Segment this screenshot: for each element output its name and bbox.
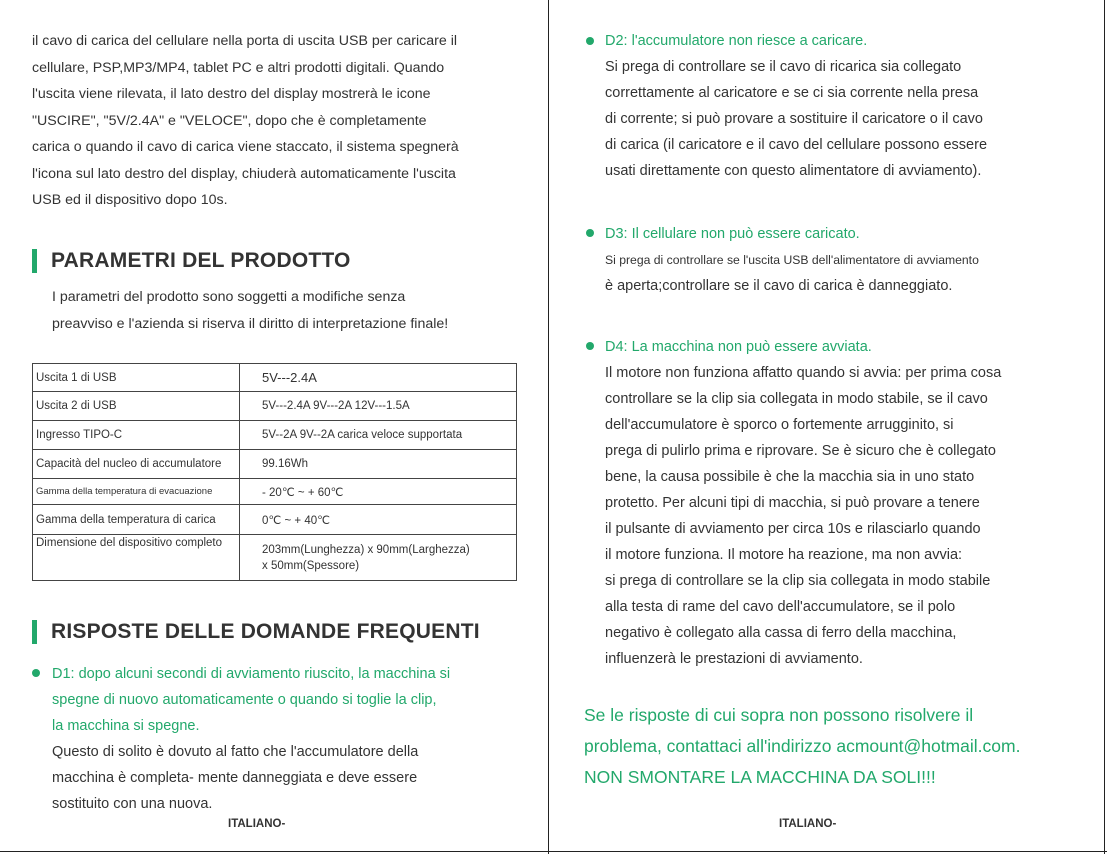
answer-line: di carica (il caricatore e il cavo del cellulare possono essere — [605, 137, 988, 153]
closing-line: problema, contattaci all'indirizzo acmount@hotmail.com. — [584, 736, 1021, 756]
param-value: 5V--2A 9V--2A carica veloce supportata — [240, 421, 517, 450]
param-label: Ingresso TIPO-C — [33, 421, 240, 450]
param-label: Dimensione del dispositivo completo — [33, 535, 240, 581]
answer-line: sostituito con una nuova. — [52, 796, 213, 812]
intro-line: carica o quando il cavo di carica viene staccato, il sistema spegnerà — [32, 139, 459, 155]
answer-line: usati direttamente con questo alimentatore di avviamento). — [605, 163, 982, 179]
param-label: Gamma della temperatura di carica — [33, 505, 240, 535]
params-heading: PARAMETRI DEL PRODOTTO — [32, 249, 351, 273]
notice-line: preavviso e l'azienda si riserva il diritto di interpretazione finale! — [52, 315, 449, 332]
param-value: 0℃ ~ + 40℃ — [240, 505, 517, 535]
intro-line: l'icona sul lato destro del display, chiuderà automaticamente l'uscita — [32, 165, 456, 182]
question-line: spegne di nuovo automaticamente o quando si toglie la clip, — [52, 692, 437, 708]
faq-d4-question: D4: La macchina non può essere avviata. — [605, 339, 872, 355]
param-label: Uscita 2 di USB — [33, 392, 240, 421]
question-line: D1: dopo alcuni secondi di avviamento riuscito, la macchina si — [52, 666, 451, 682]
intro-paragraph — [32, 28, 512, 214]
answer-line: correttamente al caricatore e se ci sia corrente nella presa — [605, 85, 979, 101]
table-row — [33, 479, 517, 505]
param-value: 5V---2.4A 9V---2A 12V---1.5A — [240, 392, 517, 421]
answer-line: è aperta;controllare se il cavo di carica è danneggiato. — [605, 278, 953, 294]
question-line: la macchina si spegne. — [52, 718, 200, 734]
answer-line: negativo è collegato alla cassa di ferro della macchina, — [605, 625, 957, 641]
param-label: Uscita 1 di USB — [33, 364, 240, 392]
param-value: 99.16Wh — [240, 450, 517, 479]
answer-line: Si prega di controllare se il cavo di ricarica sia collegato — [605, 59, 962, 75]
right-page — [549, 0, 1107, 854]
answer-line: Il motore non funziona affatto quando si avvia: per prima cosa — [605, 365, 1002, 381]
bullet-icon — [586, 229, 594, 237]
intro-line: il cavo di carica del cellulare nella porta di uscita USB per caricare il — [32, 33, 458, 49]
closing-message — [584, 700, 1094, 793]
param-value-cell — [240, 535, 517, 581]
faq-d3-answer — [605, 247, 979, 299]
table-row — [33, 450, 517, 479]
answer-line: Questo di solito è dovuto al fatto che l'accumulatore della — [52, 744, 419, 760]
answer-line: bene, la causa possibile è che la macchia sia in uno stato — [605, 469, 975, 485]
faq-d4-answer — [605, 360, 1001, 672]
answer-line: macchina è completa- mente danneggiata e deve essere — [52, 770, 418, 786]
faq-heading: RISPOSTE DELLE DOMANDE FREQUENTI — [32, 620, 480, 644]
param-value: - 20℃ ~ + 60℃ — [240, 479, 517, 505]
answer-line: influenzerà le prestazioni di avviamento. — [605, 651, 863, 667]
params-table — [32, 363, 517, 581]
intro-line: cellulare, PSP,MP3/MP4, tablet PC e altri prodotti digitali. Quando — [32, 59, 445, 76]
answer-line: di corrente; si può provare a sostituire il caricatore o il cavo — [605, 111, 983, 127]
table-row — [33, 364, 517, 392]
notice-line: I parametri del prodotto sono soggetti a modifiche senza — [52, 289, 406, 305]
answer-line: prega di pulirlo prima e riprovare. Se è sicuro che è collegato — [605, 443, 996, 459]
param-value: 203mm(Lunghezza) x 90mm(Larghezza) — [262, 543, 470, 556]
faq-d3-question: D3: Il cellulare non può essere caricato. — [605, 226, 860, 242]
answer-line: il pulsante di avviamento per circa 10s e rilasciarlo quando — [605, 521, 981, 537]
bullet-icon — [32, 669, 40, 677]
intro-line: USB ed il dispositivo dopo 10s. — [32, 192, 228, 208]
page-footer: ITALIANO- — [228, 818, 286, 830]
param-value: x 50mm(Spessore) — [262, 559, 360, 572]
answer-line: dell'accumulatore è sporco o fortemente arrugginito, si — [605, 417, 954, 433]
intro-line: "USCIRE", "5V/2.4A" e "VELOCE", dopo che è completamente — [32, 112, 427, 129]
answer-line: controllare se la clip sia collegata in modo stabile, se il cavo — [605, 391, 988, 407]
param-value: 5V---2.4A — [240, 364, 517, 392]
page-footer: ITALIANO- — [779, 818, 837, 830]
bullet-icon — [586, 342, 594, 350]
faq-d2-question: D2: l'accumulatore non riesce a caricare. — [605, 33, 868, 49]
answer-line: il motore funziona. Il motore ha reazione, ma non avvia: — [605, 547, 963, 563]
left-page — [0, 0, 548, 854]
answer-line: si prega di controllare se la clip sia collegata in modo stabile — [605, 573, 991, 589]
faq-d1-answer — [52, 739, 418, 817]
answer-line: alla testa di rame del cavo dell'accumulatore, se il polo — [605, 599, 956, 615]
table-row — [33, 535, 517, 581]
table-row — [33, 421, 517, 450]
faq-d2-answer — [605, 54, 987, 184]
answer-line: Si prega di controllare se l'uscita USB dell'alimentatore di avviamento — [605, 253, 979, 267]
param-label: Gamma della temperatura di evacuazione — [33, 479, 240, 505]
param-label: Capacità del nucleo di accumulatore — [33, 450, 240, 479]
answer-line: protetto. Per alcuni tipi di macchia, si può provare a tenere — [605, 495, 980, 511]
faq-d1-question — [52, 661, 450, 739]
table-row — [33, 392, 517, 421]
table-row — [33, 505, 517, 535]
closing-line: Se le risposte di cui sopra non possono risolvere il — [584, 705, 974, 725]
intro-line: l'uscita viene rilevata, il lato destro del display mostrerà le icone — [32, 86, 431, 102]
params-notice — [52, 284, 522, 337]
closing-line: NON SMONTARE LA MACCHINA DA SOLI!!! — [584, 767, 936, 787]
bullet-icon — [586, 37, 594, 45]
